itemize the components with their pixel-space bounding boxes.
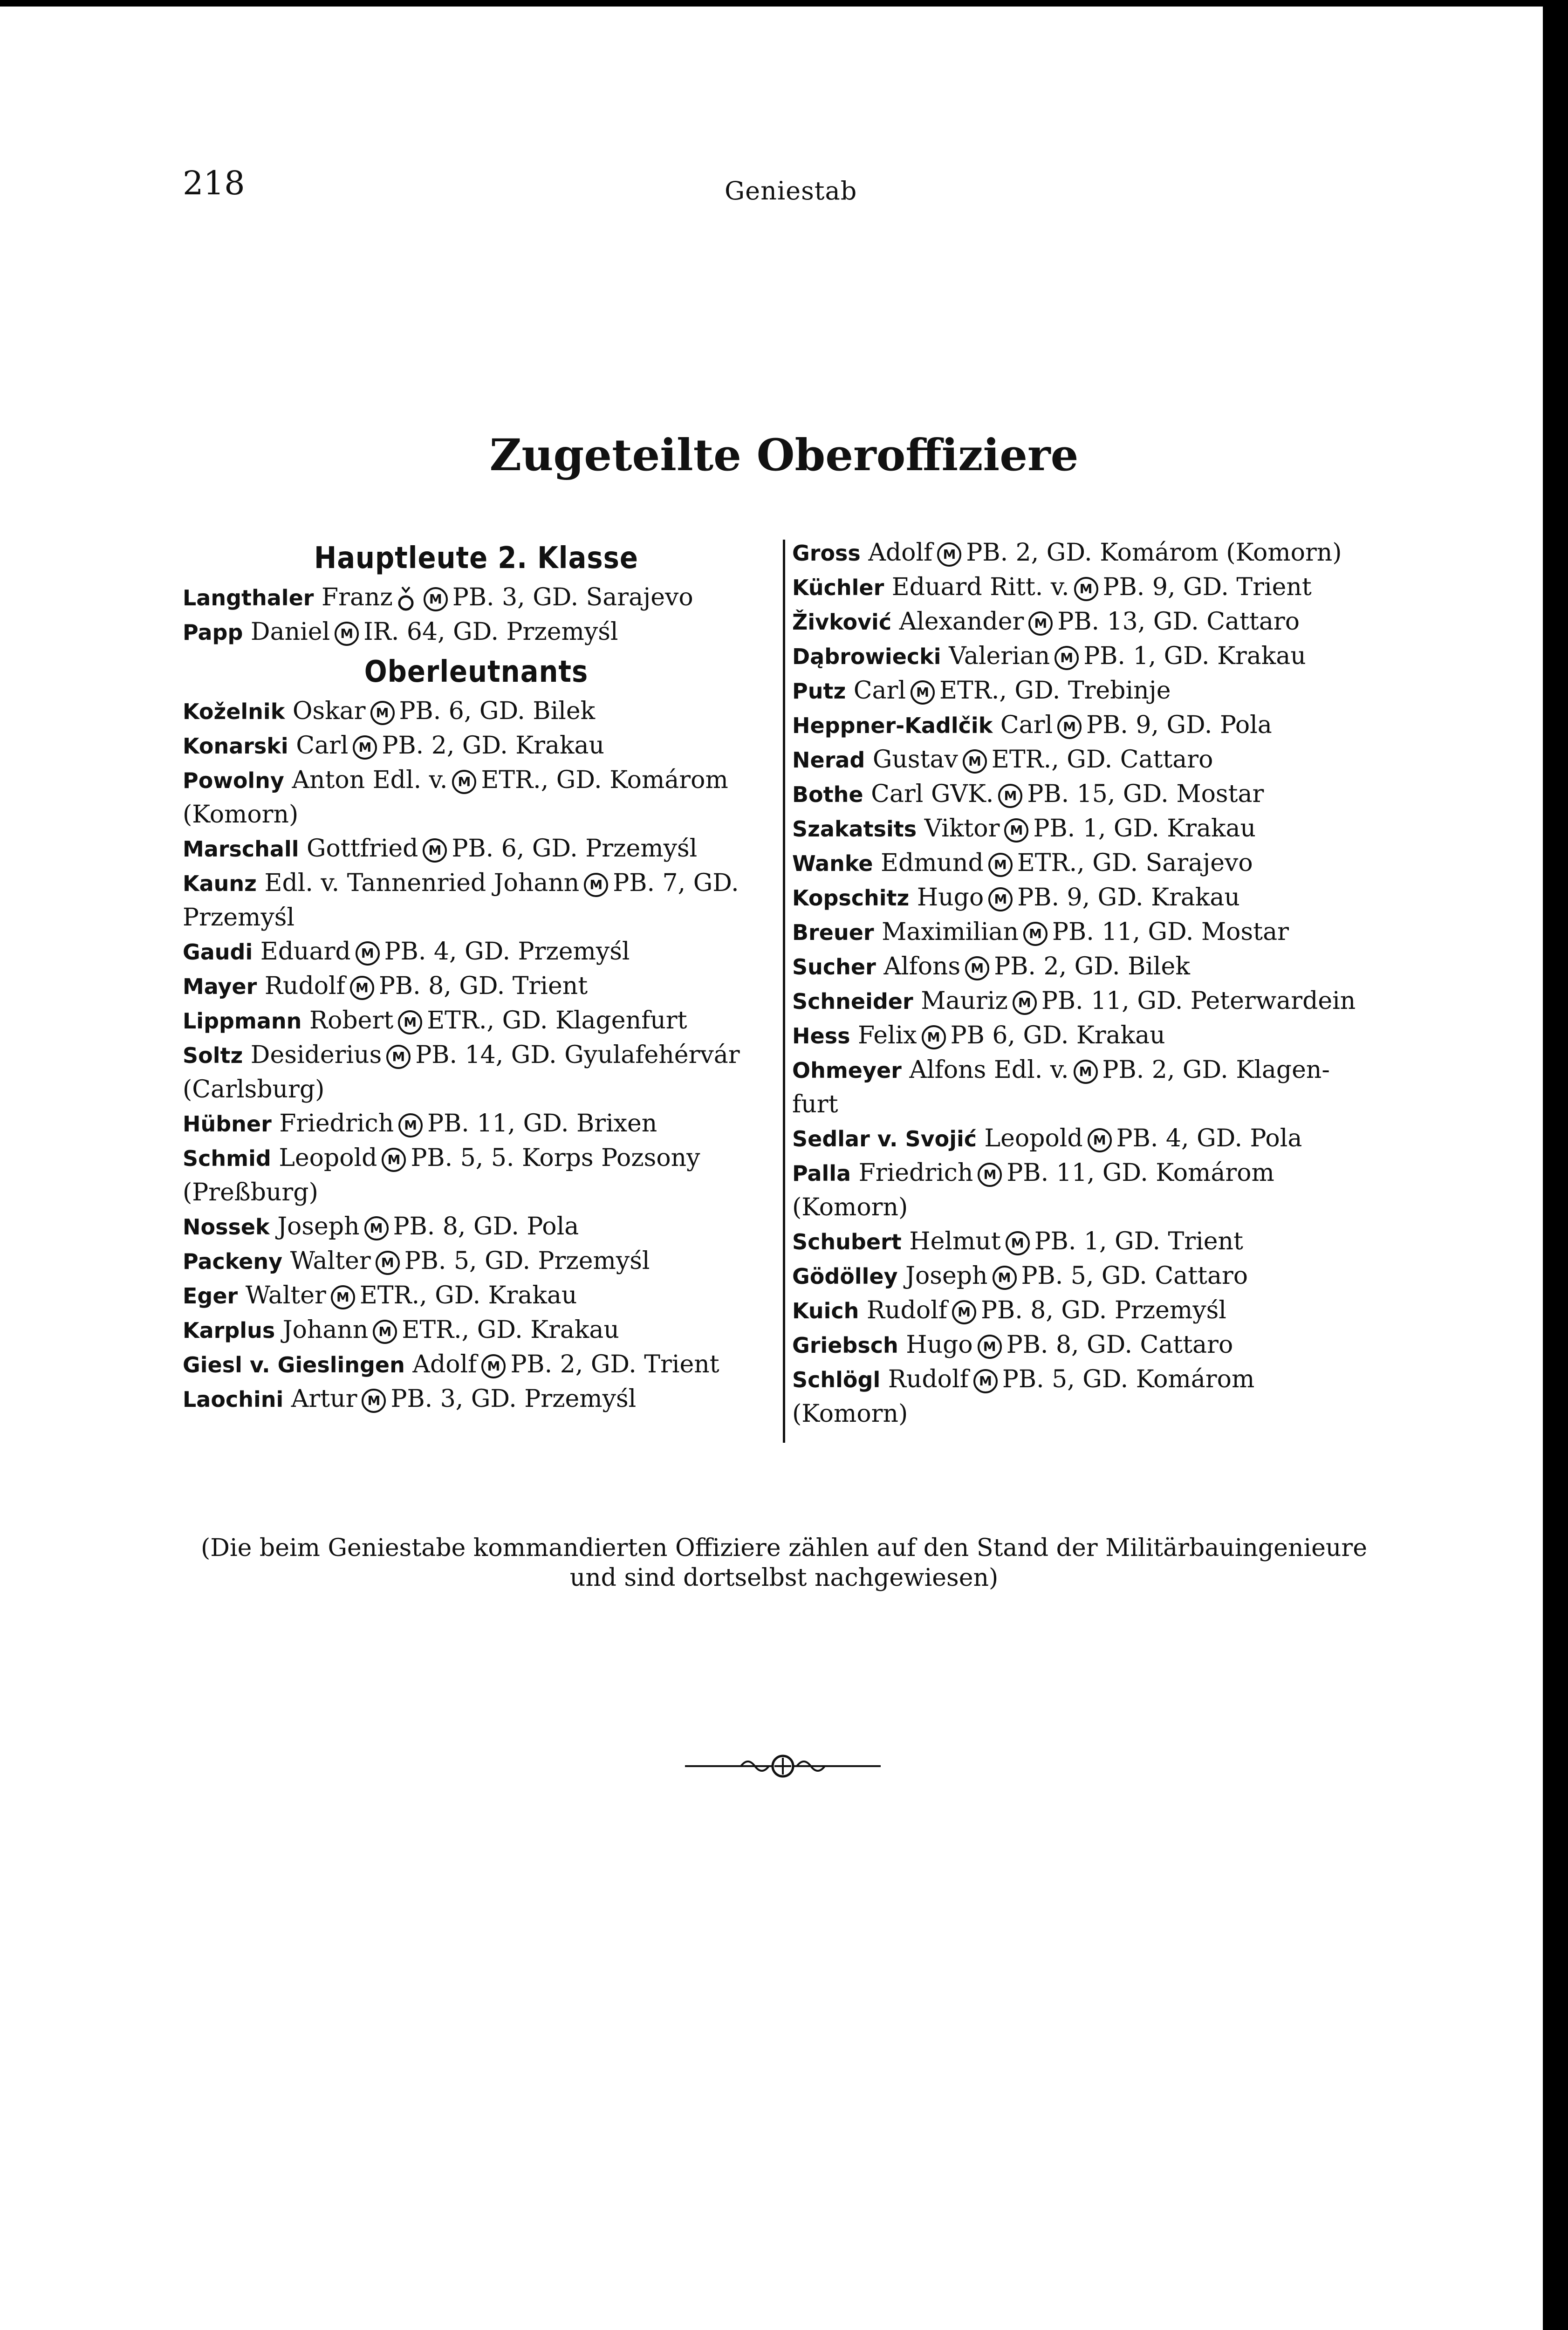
m-circle-icon: M: [423, 838, 447, 863]
officer-entry: [183, 763, 770, 832]
m-circle-icon: M: [452, 770, 476, 794]
officer-entry: [792, 846, 1407, 881]
officer-surname: Lippmann: [183, 1008, 302, 1034]
officer-assignment: PB. 3, GD. Przemyśl: [390, 1385, 637, 1413]
scan-border-right: [1543, 0, 1568, 2330]
officer-surname: Breuer: [792, 920, 874, 945]
officer-given-name: Friedrich: [279, 1110, 394, 1138]
section-heading: Oberleutnants: [364, 655, 589, 689]
officer-given-name: Eduard: [260, 938, 351, 966]
officer-assignment: PB. 11, GD. Peterwardein: [1041, 987, 1356, 1015]
m-circle-icon: M: [1028, 611, 1053, 636]
officer-surname: Nossek: [183, 1214, 270, 1240]
officer-assignment: PB. 1, GD. Krakau: [1033, 815, 1256, 843]
officer-assignment: PB. 8, GD. Pola: [393, 1213, 579, 1240]
officer-assignment: PB. 5, GD. Cattaro: [1021, 1262, 1248, 1290]
m-circle-icon: M: [373, 1320, 397, 1344]
officer-surname: Gross: [792, 541, 861, 566]
m-circle-icon: M: [952, 1300, 976, 1324]
officer-entry: [792, 1363, 1407, 1431]
m-circle-icon: M: [481, 1354, 506, 1378]
officer-surname: Küchler: [792, 575, 884, 600]
m-circle-icon: M: [350, 976, 374, 1000]
m-circle-icon: M: [973, 1369, 998, 1393]
officer-entry: [183, 866, 770, 935]
officer-assignment: ETR., GD. Klagenfurt: [427, 1007, 687, 1035]
m-circle-icon: M: [1074, 577, 1098, 601]
officer-entry: [792, 881, 1407, 915]
officer-entry: [792, 639, 1407, 674]
officer-surname: Hess: [792, 1023, 850, 1048]
officer-surname: Mayer: [183, 974, 257, 999]
order-decoration-icon: [397, 585, 415, 613]
officer-entry: [183, 1348, 770, 1382]
officer-entry: [183, 969, 770, 1004]
officer-entry: [183, 935, 770, 969]
officer-entry: [183, 1244, 770, 1279]
officer-assignment: PB. 1, GD. Trient: [1034, 1227, 1243, 1255]
officer-assignment: PB. 4, GD. Przemyśl: [384, 938, 630, 966]
officer-surname: Nerad: [792, 747, 865, 773]
officer-given-name: Joseph: [277, 1213, 360, 1240]
m-circle-icon: M: [584, 873, 608, 897]
officer-given-name: Artur: [291, 1385, 357, 1413]
officer-surname: Schmid: [183, 1146, 271, 1171]
officer-assignment: PB. 6, GD. Bilek: [399, 697, 596, 725]
officer-assignment: ETR., GD. Krakau: [402, 1316, 619, 1344]
officer-surname: Griebsch: [792, 1333, 898, 1358]
officer-entry: [792, 1156, 1407, 1225]
m-circle-icon: M: [376, 1251, 400, 1275]
officer-assignment-continued: (Preßburg): [183, 1179, 318, 1206]
officer-entry: [792, 777, 1407, 812]
officer-entry: [183, 1210, 770, 1244]
officer-given-name: Rudolf: [264, 972, 345, 1000]
column-divider: [783, 540, 785, 1443]
officer-assignment: ETR., GD. Trebinje: [939, 677, 1171, 705]
officer-surname: Kuich: [792, 1298, 859, 1323]
officer-assignment: PB. 2, GD. Komárom (Komorn): [966, 539, 1342, 567]
officer-given-name: Viktor: [924, 815, 1000, 843]
officer-given-name: Franz: [322, 583, 393, 611]
officer-assignment: PB. 2, GD. Trient: [510, 1350, 719, 1378]
m-circle-icon: M: [1013, 991, 1037, 1015]
officer-assignment: PB. 11, GD. Komárom: [1007, 1159, 1274, 1187]
officer-surname: Heppner-Kadlčik: [792, 713, 993, 738]
officer-assignment: PB. 11, GD. Brixen: [427, 1110, 657, 1138]
officer-given-name: Hugo: [917, 884, 984, 911]
officer-assignment: ETR., GD. Sarajevo: [1017, 849, 1253, 877]
officer-surname: Bothe: [792, 782, 863, 807]
officer-given-name: Oskar: [292, 697, 366, 725]
officer-given-name: Rudolf: [888, 1365, 969, 1393]
m-circle-icon: M: [988, 887, 1013, 911]
officer-assignment: PB. 4, GD. Pola: [1116, 1124, 1302, 1152]
m-circle-icon: M: [998, 784, 1022, 808]
m-circle-icon: M: [398, 1010, 422, 1035]
m-circle-icon: M: [1057, 715, 1082, 739]
officer-entry: [183, 1107, 770, 1141]
officer-surname: Palla: [792, 1161, 851, 1186]
officer-surname: Szakatsits: [792, 816, 917, 842]
officer-given-name: Carl GVK.: [871, 780, 994, 808]
officer-assignment: PB. 11, GD. Mostar: [1052, 918, 1289, 946]
officer-entry: [183, 581, 770, 615]
officer-surname: Koželnik: [183, 699, 285, 724]
officer-entry: [792, 915, 1407, 950]
officer-given-name: Edl. v. Tannenried Johann: [264, 869, 580, 897]
officer-surname: Kaunz: [183, 871, 257, 896]
officer-surname: Wanke: [792, 851, 873, 876]
officer-entry: [792, 1225, 1407, 1259]
m-circle-icon: M: [356, 941, 380, 966]
officer-entry: [792, 1328, 1407, 1363]
right-column: [792, 536, 1407, 1431]
officer-given-name: Gottfried: [307, 835, 418, 863]
officer-surname: Laochini: [183, 1387, 284, 1412]
officer-given-name: Eduard Ritt. v.: [891, 573, 1069, 601]
officer-assignment: PB. 8, GD. Cattaro: [1006, 1331, 1233, 1359]
officer-assignment: PB. 9, GD. Pola: [1086, 711, 1272, 739]
footnote-line-2: und sind dortselbst nachgewiesen): [569, 1564, 999, 1592]
officer-given-name: Edmund: [880, 849, 984, 877]
officer-assignment: PB. 5, GD. Komárom: [1002, 1365, 1255, 1393]
officer-assignment: PB. 1, GD. Krakau: [1083, 642, 1306, 670]
officer-entry: [183, 832, 770, 866]
officer-assignment: PB. 5, 5. Korps Pozsony: [411, 1144, 700, 1172]
officer-given-name: Anton Edl. v.: [292, 766, 448, 794]
officer-assignment-continued: (Komorn): [183, 801, 299, 829]
m-circle-icon: M: [978, 1163, 1002, 1187]
footnote: [0, 1533, 1568, 1593]
officer-assignment: ETR., GD. Krakau: [359, 1282, 577, 1309]
officer-entry: [183, 1382, 770, 1417]
officer-entry: [183, 1313, 770, 1348]
officer-surname: Soltz: [183, 1043, 243, 1068]
officer-surname: Langthaler: [183, 585, 314, 610]
officer-entry: [792, 674, 1407, 708]
officer-assignment-continued: furt: [792, 1090, 838, 1118]
footnote-line-1: (Die beim Geniestabe kommandierten Offiziere zählen auf den Stand der Militärbauingenieure: [201, 1534, 1367, 1562]
m-circle-icon: M: [331, 1285, 355, 1309]
running-head: Geniestab: [725, 176, 857, 206]
officer-surname: Eger: [183, 1283, 238, 1309]
officer-assignment: PB. 9, GD. Krakau: [1017, 884, 1240, 911]
officer-surname: Schneider: [792, 989, 913, 1014]
officer-given-name: Robert: [309, 1007, 394, 1035]
officer-assignment: IR. 64, GD. Przemyśl: [363, 618, 618, 646]
m-circle-icon: M: [335, 622, 359, 646]
officer-entry: [183, 1004, 770, 1038]
m-circle-icon: M: [1006, 1231, 1030, 1255]
officer-entry: [792, 743, 1407, 777]
m-circle-icon: M: [1074, 1060, 1098, 1084]
officer-entry: [792, 950, 1407, 984]
officer-entry: [183, 1038, 770, 1107]
officer-given-name: Mauriz: [921, 987, 1008, 1015]
officer-assignment: PB. 2, GD. Krakau: [382, 732, 605, 760]
officer-entry: [792, 1294, 1407, 1328]
officer-entry: [792, 1053, 1407, 1122]
m-circle-icon: M: [978, 1335, 1002, 1359]
officer-surname: Dąbrowiecki: [792, 644, 941, 669]
officer-given-name: Valerian: [949, 642, 1050, 670]
officer-entry: [792, 570, 1407, 605]
officer-entry: [183, 615, 770, 650]
officer-surname: Schlögl: [792, 1367, 881, 1392]
officer-given-name: Rudolf: [866, 1296, 948, 1324]
officer-entry: [792, 708, 1407, 743]
officer-given-name: Daniel: [250, 618, 330, 646]
officer-assignment-continued: (Komorn): [792, 1193, 908, 1221]
officer-given-name: Walter: [245, 1282, 326, 1309]
officer-given-name: Felix: [858, 1021, 917, 1049]
m-circle-icon: M: [382, 1148, 406, 1172]
officer-assignment: PB. 6, GD. Przemyśl: [452, 835, 698, 863]
officer-assignment-continued: (Komorn): [792, 1400, 908, 1428]
officer-entry: [792, 605, 1407, 639]
m-circle-icon: M: [386, 1045, 411, 1069]
officer-surname: Gaudi: [183, 939, 253, 965]
officer-given-name: Alexander: [899, 608, 1024, 636]
officer-entry: [183, 1141, 770, 1210]
officer-given-name: Joseph: [905, 1262, 988, 1290]
scan-border-top: [0, 0, 1568, 7]
officer-surname: Powolny: [183, 768, 284, 793]
officer-given-name: Helmut: [909, 1227, 1001, 1255]
officer-surname: Konarski: [183, 733, 288, 759]
m-circle-icon: M: [370, 701, 395, 725]
officer-assignment: PB. 2, GD. Klagen-: [1102, 1056, 1330, 1084]
officer-given-name: Leopold: [984, 1124, 1083, 1152]
officer-entry: [792, 1259, 1407, 1294]
officer-entry: [183, 729, 770, 763]
officer-entry: [792, 536, 1407, 570]
officer-given-name: Desiderius: [250, 1041, 382, 1069]
officer-entry: [792, 1122, 1407, 1156]
officer-surname: Hübner: [183, 1111, 272, 1137]
officer-surname: Giesl v. Gieslingen: [183, 1352, 405, 1377]
officer-assignment-continued: Przemyśl: [183, 904, 295, 932]
officer-surname: Putz: [792, 678, 846, 704]
officer-assignment: PB. 8, GD. Trient: [378, 972, 588, 1000]
m-circle-icon: M: [353, 735, 377, 760]
officer-given-name: Alfons Edl. v.: [909, 1056, 1069, 1084]
officer-surname: Schubert: [792, 1229, 902, 1254]
officer-surname: Živković: [792, 610, 892, 635]
officer-assignment: PB 6, GD. Krakau: [950, 1021, 1165, 1049]
page-number: 218: [183, 164, 245, 202]
m-circle-icon: M: [922, 1025, 946, 1049]
officer-assignment: PB. 15, GD. Mostar: [1027, 780, 1264, 808]
officer-assignment: ETR., GD. Komárom: [481, 766, 728, 794]
officer-assignment: PB. 9, GD. Trient: [1102, 573, 1312, 601]
officer-given-name: Gustav: [872, 746, 958, 774]
officer-entry: [792, 812, 1407, 846]
officer-given-name: Adolf: [868, 539, 933, 567]
m-circle-icon: M: [937, 542, 961, 567]
officer-surname: Marschall: [183, 836, 299, 862]
officer-assignment-continued: (Carlsburg): [183, 1076, 325, 1103]
officer-given-name: Alfons: [883, 953, 961, 980]
m-circle-icon: M: [1023, 922, 1048, 946]
m-circle-icon: M: [1004, 818, 1028, 843]
officer-entry: [183, 694, 770, 729]
officer-assignment: PB. 14, GD. Gyulafehérvár: [415, 1041, 740, 1069]
section-heading: Hauptleute 2. Klasse: [314, 541, 638, 576]
officer-entry: [183, 1279, 770, 1313]
officer-assignment: PB. 7, GD.: [613, 869, 739, 897]
officer-given-name: Walter: [290, 1247, 371, 1275]
m-circle-icon: M: [424, 587, 448, 611]
officer-surname: Karplus: [183, 1318, 275, 1343]
m-circle-icon: M: [364, 1216, 389, 1240]
page-title: Zugeteilte Oberoffiziere: [489, 430, 1079, 481]
officer-entry: [792, 1019, 1407, 1053]
m-circle-icon: M: [965, 956, 989, 980]
officer-assignment: PB. 5, GD. Przemyśl: [404, 1247, 650, 1275]
officer-entry: [792, 984, 1407, 1019]
officer-given-name: Carl: [853, 677, 906, 705]
m-circle-icon: M: [362, 1389, 386, 1413]
officer-given-name: Carl: [296, 732, 349, 760]
m-circle-icon: M: [963, 749, 987, 774]
officer-surname: Sucher: [792, 954, 876, 980]
officer-given-name: Hugo: [906, 1331, 973, 1359]
left-column: [183, 536, 770, 1417]
officer-surname: Kopschitz: [792, 885, 910, 911]
officer-given-name: Friedrich: [858, 1159, 973, 1187]
officer-given-name: Johann: [282, 1316, 369, 1344]
officer-surname: Ohmeyer: [792, 1058, 902, 1083]
officer-surname: Gödölley: [792, 1264, 898, 1289]
officer-assignment: PB. 8, GD. Przemyśl: [981, 1296, 1226, 1324]
officer-surname: Packeny: [183, 1249, 283, 1274]
officer-given-name: Leopold: [279, 1144, 377, 1172]
officer-given-name: Maximilian: [882, 918, 1019, 946]
m-circle-icon: M: [1054, 646, 1079, 670]
officer-assignment: PB. 13, GD. Cattaro: [1057, 608, 1300, 636]
m-circle-icon: M: [1088, 1128, 1112, 1152]
officer-assignment: PB. 3, GD. Sarajevo: [452, 583, 693, 611]
officer-assignment: PB. 2, GD. Bilek: [994, 953, 1190, 980]
m-circle-icon: M: [988, 853, 1013, 877]
officer-given-name: Carl: [1000, 711, 1053, 739]
m-circle-icon: M: [911, 680, 935, 705]
m-circle-icon: M: [398, 1113, 423, 1138]
officer-assignment: ETR., GD. Cattaro: [991, 746, 1213, 774]
officer-given-name: Adolf: [412, 1350, 477, 1378]
m-circle-icon: M: [993, 1266, 1017, 1290]
officer-surname: Sedlar v. Svojić: [792, 1126, 977, 1151]
officer-surname: Papp: [183, 620, 243, 645]
ornament-divider: [685, 1748, 881, 1785]
